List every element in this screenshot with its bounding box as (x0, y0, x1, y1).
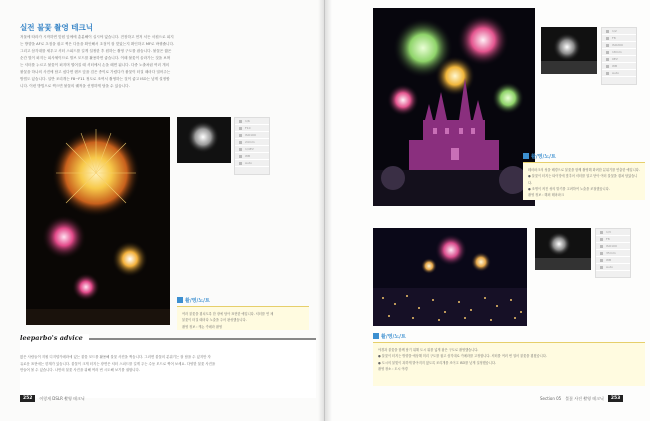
page-number: 252 (20, 395, 35, 402)
setting-row: 35mm (596, 250, 630, 257)
camera-settings-panel (234, 117, 270, 175)
body-line: 방법도 있습니다. 일반 조리개는 F8~F11 정도로 조여서 촬영하는 것이 좋고 ISO는 낮게 설정합 (20, 77, 170, 81)
advice-line: 만들어 볼 수 있습니다. 나만의 불꽃 사진을 위해 여러 번 시도해 보기를 권합니다. (20, 368, 140, 372)
right-page (325, 0, 650, 421)
advice-title: leeparbo's advice (20, 334, 89, 342)
tip-box (523, 162, 645, 200)
tip-line: 촬영 정보 : 해외 테마파크 (528, 193, 564, 198)
city-fireworks-photo (373, 228, 527, 326)
tip-line: ● 도시의 불빛이 과하게 밝아지지 않도록 조리개를 조이고 ISO를 낮게 설정했습니다. (378, 360, 496, 365)
body-line: 저물에 따라가 시작하면 맞원 앞에에 총분해이 실시야 없습니다. 전장하고 먼저 서든 서원으로 피지 (20, 35, 174, 39)
setting-row: WB (602, 63, 636, 70)
page-number: 253 (608, 395, 623, 402)
tip-box (177, 306, 309, 330)
setting-row: 0EV (602, 56, 636, 63)
tip-heading: 촬/영/노/트 (177, 297, 210, 304)
tip-heading: 촬/영/노/트 (373, 333, 406, 340)
body-line: 그리고 삼각대를 세우고 셔터 스피드를 길게 설정한 후 원하는 촬영 구도를 잡습니다. 불꽃은 짧은 (20, 49, 172, 53)
tip-tag-icon (373, 333, 379, 339)
fireworks-photo-bw-bottom (535, 228, 591, 270)
setting-row: 18mm (602, 49, 636, 56)
tip-line: 야경과 불꽃을 함께 담기 위해 도시 위를 넓게 잡은 구도로 촬영했습니다. (378, 348, 479, 352)
folio-text: 불꽃 사진 촬영 테크닉 (565, 395, 604, 401)
setting-row: 1/4EV (235, 146, 269, 153)
setting-row: Auto (235, 160, 269, 167)
setting-row: WB (596, 257, 630, 264)
setting-row: 1/6 (235, 118, 269, 125)
setting-row: 1/3 (596, 229, 630, 236)
setting-row: Auto (596, 264, 630, 271)
camera-settings-panel-top (601, 27, 637, 85)
fireworks-photo-main (26, 117, 170, 325)
tip-line: 촬영 정보 : 캐논 카메라 촬영 (182, 324, 223, 329)
tip-tag-icon (177, 297, 183, 303)
fireworks-photo-bw-top (541, 27, 597, 74)
tip-box (373, 342, 645, 386)
page-title: 실전 불꽃 촬영 테크닉 (20, 23, 94, 32)
setting-row: ISO200 (602, 42, 636, 49)
body-line: 는 셔터를 누르고 불꽃이 퍼지며 떨어질 때 셔터에서 손을 떼면 됩니다. 다중 노출처럼 여러 개의 (20, 63, 170, 67)
setting-row: 1/2 (602, 28, 636, 35)
folio-right (540, 395, 623, 402)
setting-row: ISO100 (596, 243, 630, 250)
advice-line: 많은 사람들이 지원 디지털카메라에 있는 불꽃 모드를 활용해 불꽃 사진을 찍습니다. 그러면 불꽃의 분위기는 잘 담을 수 있지만 자 (20, 355, 211, 359)
body-line: 불꽃을 하나의 사진에 담고 싶다면 렌즈 앞을 검은 종이로 가렸다가 불꽃이 터질 때마다 열어주는 (20, 70, 171, 74)
setting-row: F8 (596, 236, 630, 243)
setting-row: F10 (235, 125, 269, 132)
tip-line: ● 조명이 켜진 성의 밝기를 고려하여 노출을 조절했습니다. (528, 186, 610, 191)
tip-line: 촬영 장소 : 도시 야경 (378, 366, 408, 371)
setting-row: Auto (602, 70, 636, 77)
setting-row: ISO100 (235, 132, 269, 139)
body-line: 는 방향을 AF로 초점을 잡고 찍은 다음을 확인해서 초점이 잘 맞았는지 확인하고 MF로 바꿔줍니다. (20, 42, 175, 46)
setting-row: F8 (602, 35, 636, 42)
camera-settings-panel-bottom (595, 228, 631, 278)
setting-row: 24mm (235, 139, 269, 146)
folio-section: Section 05 (540, 396, 562, 401)
tip-line: ● 불꽃이 터지는 타이밍에 맞추어 셔터를 열고 닫아 여러 불꽃을 겹쳐 담았습니다. (528, 174, 638, 185)
body-text (20, 34, 308, 90)
folio-text: 이렇게 DSLR 촬영 테크닉 (39, 395, 85, 401)
fireworks-photo-bw (177, 117, 231, 163)
tip-line: ● 불꽃이 터지는 방향을 예상해 미리 구도를 잡고 삼각대로 카메라를 고정합니다. 셔터를 여러 번 열어 불꽃을 겹쳤습니다. (378, 354, 547, 359)
castle-fireworks-photo (373, 8, 535, 206)
advice-text (20, 354, 316, 374)
body-line: 니다. 이런 방법으로 찍으면 불꽃의 궤적을 선명하게 담을 수 있습니다. (20, 84, 130, 88)
folio-left (20, 395, 85, 402)
tip-line: 여러 불꽃을 겹치도록 한 장에 담아 표현한 예입니다. 셔터를 연 채 (182, 312, 274, 316)
tip-line: 테마파크의 성을 배경으로 불꽃을 함께 촬영해 화려한 분위기를 연출한 예입니다. (528, 168, 640, 172)
setting-row: WB (235, 153, 269, 160)
advice-box (20, 334, 316, 398)
book-gutter-shadow (318, 0, 332, 421)
tip-tag-icon (523, 153, 529, 159)
tip-line: 불꽃이 터질 때마다 노출을 주어 완성했습니다. (182, 318, 247, 323)
tip-heading: 촬/영/노/트 (523, 153, 556, 160)
body-line: 순간 빛이 퍼지는 피사체이므로 벌브 모드를 활용하면 좋습니다. 이때 불꽃이 올라가는 것을 보며 (20, 56, 171, 60)
advice-line: 유로운 표현에는 한계가 있습니다. 불꽃이 크게 터지는 장면은 셔터 스피드를 길게 주는 수동 모드로 찍어 보세요. 다양한 불꽃 사진을 (20, 361, 216, 366)
